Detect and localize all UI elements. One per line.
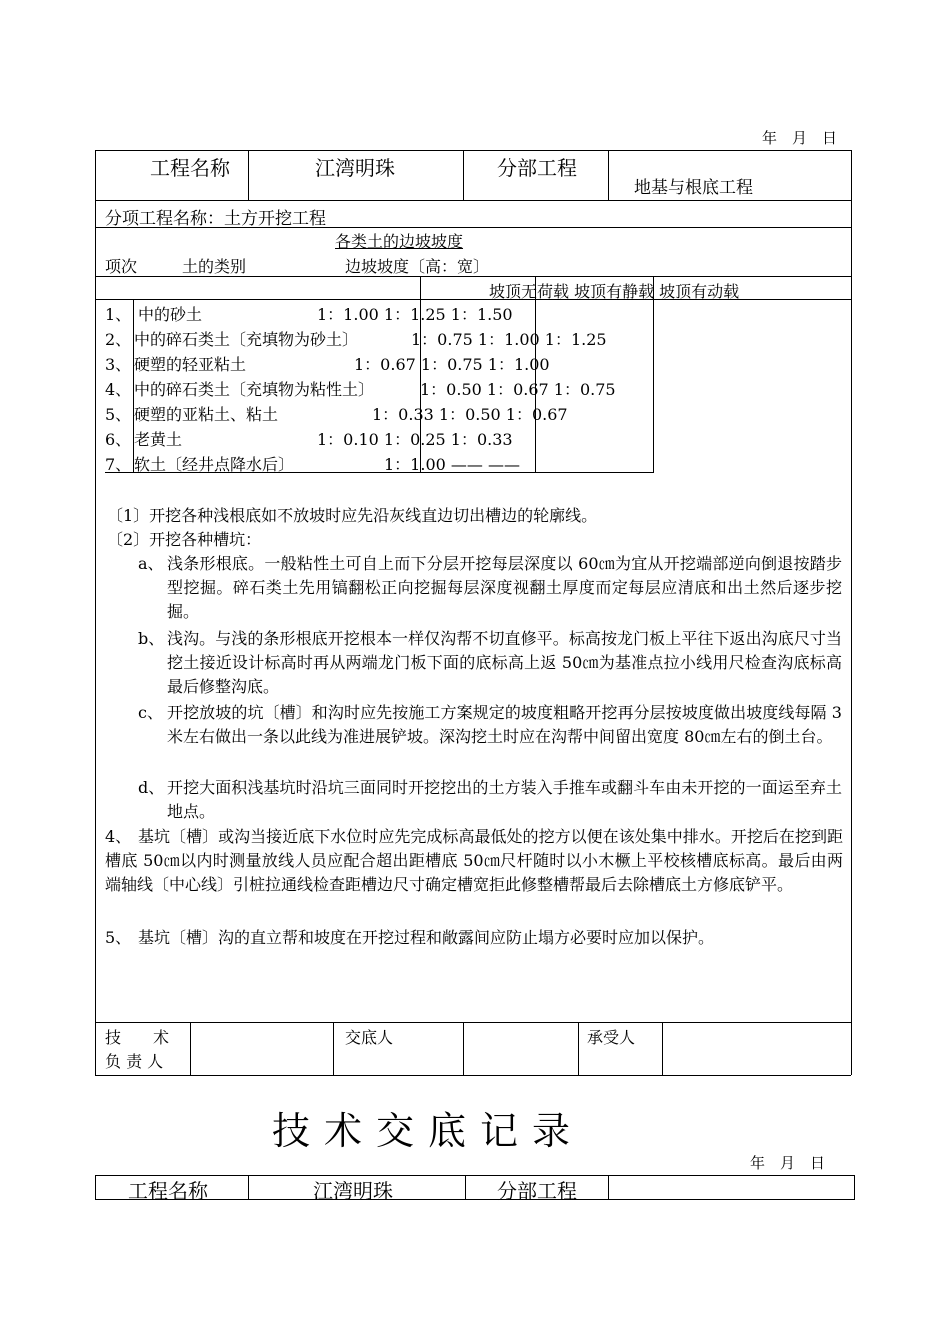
project-name-value: 江湾明珠 bbox=[315, 156, 395, 180]
page2-project-value: 江湾明珠 bbox=[313, 1179, 393, 1203]
row-index: 1、 bbox=[105, 305, 132, 324]
row-values: 1：0.33 1：0.50 1：0.67 bbox=[372, 405, 568, 424]
receiver-label: 承受人 bbox=[587, 1028, 636, 1047]
note-a-label: a、 bbox=[138, 554, 164, 573]
tech-lead-label-line1: 技 术 bbox=[105, 1028, 170, 1047]
note-5-text: 基坑〔槽〕沟的直立帮和坡度在开挖过程和敞露间应防止塌方必要时应加以保护。 bbox=[138, 928, 715, 947]
note-5-label: 5、 bbox=[105, 928, 132, 947]
row-index: 3、 bbox=[105, 355, 132, 374]
note-2: 〔2〕开挖各种槽坑： bbox=[107, 530, 262, 549]
row-soil: 中的碎石类土〔充填物为粘性土〕 bbox=[134, 380, 375, 399]
note-b-text: 浅沟。与浅的条形根底开挖根本一样仅沟帮不切直修平。标高按龙门板上平往下返出沟底尺寸当挖土接近设计标高时再从两端龙门板下面的底标高上返 50㎝为基准点拉小线用尺检查沟底标高最后修整沟底。 bbox=[167, 629, 842, 697]
row-values: 1：1.00 —— —— bbox=[384, 455, 520, 474]
row-index: 6、 bbox=[105, 430, 132, 449]
row-values: 1：0.10 1：0.25 1：0.33 bbox=[317, 430, 513, 449]
col-ratio-header: 边坡坡度〔高：宽〕 bbox=[345, 257, 490, 276]
note-4-label: 4、 bbox=[105, 827, 132, 846]
row-values: 1：0.67 1：0.75 1：1.00 bbox=[354, 355, 550, 374]
page2-project-label: 工程名称 bbox=[128, 1179, 208, 1203]
page2-date: 年 月 日 bbox=[750, 1154, 826, 1172]
row-index: 5、 bbox=[105, 405, 132, 424]
note-4-text: 基坑〔槽〕或沟当接近底下水位时应先完成标高最低处的挖方以便在该处集中排水。开挖后在挖到距槽底 50㎝以内时测量放线人员应配合超出距槽底 50㎝尺杆随时以小木橛上平校核槽底标高。最后由两端轴线〔中心线〕引桩拉通线检查距槽边尺寸确定槽宽拒此修整槽帮最后去除槽底土方修底铲平。 bbox=[105, 827, 843, 895]
subitem-name: 分项工程名称：土方开挖工程 bbox=[105, 209, 326, 229]
note-a-text: 浅条形根底。一般粘性土可自上而下分层开挖每层深度以 60㎝为宜从开挖端部逆向倒退按踏步型挖掘。碎石类土先用镐翻松正向挖掘每层深度视翻土厚度而定每层应清底和出土然后逐步挖掘。 bbox=[167, 554, 842, 622]
row-soil: 老黄土 bbox=[134, 430, 183, 449]
col-soil-header: 土的类别 bbox=[182, 257, 247, 276]
note-c-label: c、 bbox=[138, 703, 163, 722]
division-label: 分部工程 bbox=[497, 156, 577, 180]
page2-division-label: 分部工程 bbox=[497, 1179, 577, 1203]
project-name-label: 工程名称 bbox=[150, 156, 230, 180]
page2-title: 技术交底记录 bbox=[272, 1109, 585, 1153]
row-index: 2、 bbox=[105, 330, 132, 349]
presenter-label: 交底人 bbox=[345, 1028, 394, 1047]
row-soil: 硬塑的轻亚粘土 bbox=[134, 355, 247, 374]
note-c-text: 开挖放坡的坑〔槽〕和沟时应先按施工方案规定的坡度粗略开挖再分层按坡度做出坡度线每隔 3 米左右做出一条以此线为准进展铲坡。深沟挖土时应在沟帮中间留出宽度 80㎝左右的倒土台。 bbox=[167, 703, 842, 747]
note-b-label: b、 bbox=[138, 629, 165, 648]
division-value: 地基与根底工程 bbox=[634, 178, 753, 198]
col-index-header: 项次 bbox=[105, 257, 138, 276]
date-label: 年 月 日 bbox=[762, 129, 838, 147]
note-d-label: d、 bbox=[138, 778, 165, 797]
note-d-text: 开挖大面积浅基坑时沿坑三面同时开挖挖出的土方装入手推车或翻斗车由未开挖的一面运至弃土地点。 bbox=[167, 778, 842, 822]
row-index: 4、 bbox=[105, 380, 132, 399]
row-soil: 中的碎石类土〔充填物为砂土〕 bbox=[134, 330, 359, 349]
tech-lead-label-line2: 负 责 人 bbox=[105, 1052, 164, 1071]
note-1: 〔1〕开挖各种浅根底如不放坡时应先沿灰线直边切出槽边的轮廓线。 bbox=[107, 506, 598, 525]
row-soil: 硬塑的亚粘土、粘土 bbox=[134, 405, 279, 424]
row-values: 1：1.00 1：1.25 1：1.50 bbox=[317, 305, 513, 324]
slope-table-title: 各类土的边坡坡度 bbox=[335, 232, 464, 251]
row-values: 1：0.50 1：0.67 1：0.75 bbox=[420, 380, 616, 399]
row-soil: 软土〔经井点降水后〕 bbox=[134, 455, 295, 474]
row-index: 7、 bbox=[105, 455, 132, 474]
sub-headers: 坡顶无荷载 坡顶有静载 坡顶有动载 bbox=[489, 282, 740, 301]
row-soil: 中的砂土 bbox=[138, 305, 203, 324]
row-values: 1：0.75 1：1.00 1：1.25 bbox=[411, 330, 607, 349]
